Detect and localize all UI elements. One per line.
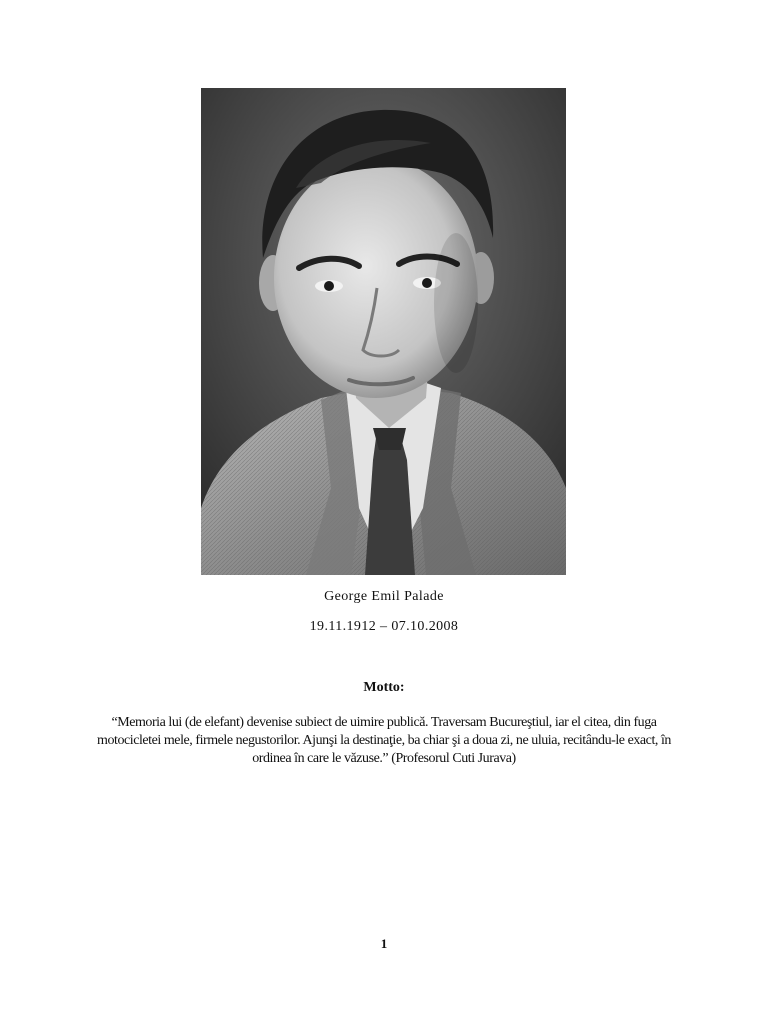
portrait-illustration xyxy=(201,88,566,575)
motto-heading: Motto: xyxy=(363,680,405,695)
motto-quote: “Memoria lui (de elefant) devenise subiect de uimire publică. Traversam Bucureştiul, iar el citea, din fuga motocicletei mele, firmele negustorilor. Ajunşi la destinaţie, ba chiar şi a doua zi, ne uluia, recitându-le exact, în ordinea în care le văzuse.” (Profesorul Cuti Jurava) xyxy=(97,715,671,766)
caption-dates: 19.11.1912 – 07.10.2008 xyxy=(309,619,459,634)
page-number: 1 xyxy=(380,936,388,951)
portrait-photo xyxy=(201,88,566,575)
caption-name: George Emil Palade xyxy=(324,589,444,604)
